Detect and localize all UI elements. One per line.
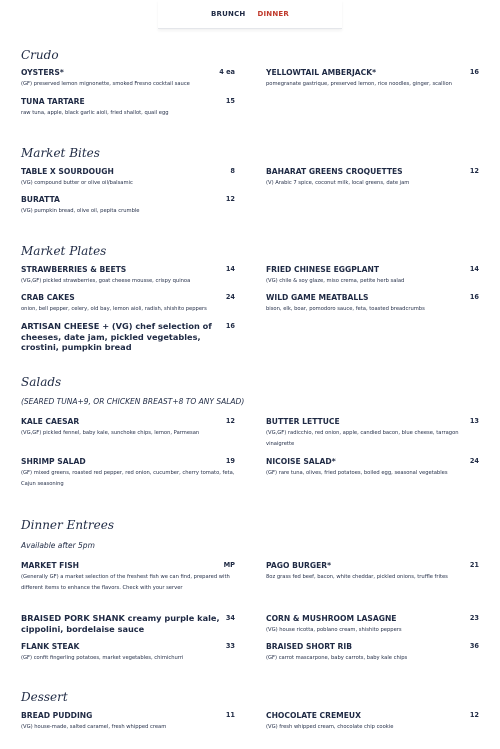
menu-item-market-fish: [21, 560, 235, 593]
menu-item-corn-mushroom-lasagne: [266, 613, 479, 636]
section-title-dessert: Dessert: [21, 690, 68, 704]
item-price: 24: [225, 293, 235, 301]
menu-item-butter-lettuce: [266, 416, 479, 449]
item-price: 24: [469, 457, 479, 465]
item-name: CORN & MUSHROOM LASAGNE: [266, 614, 397, 623]
item-price: MP: [223, 561, 235, 569]
item-price: 15: [225, 97, 235, 105]
menu-item-table-sourdough: [21, 166, 235, 189]
item-name: ARTISAN CHEESE + (VG) chef selection of cheeses, date jam, pickled vegetables, crostini, pumpkin bread: [21, 321, 212, 352]
section-title-crudo: Crudo: [21, 48, 59, 62]
menu-item-kale-caesar: [21, 416, 235, 439]
item-price: 34: [225, 614, 235, 622]
item-desc: (VG,GF) radicchio, red onion, apple, candied bacon, blue cheese, tarragon vinaigrette: [266, 430, 459, 447]
item-price: 36: [469, 642, 479, 650]
item-name: SHRIMP SALAD: [21, 457, 86, 466]
item-desc: 8oz grass fed beef, bacon, white cheddar, pickled onions, truffle frites: [266, 574, 448, 580]
item-name: BRAISED SHORT RIB: [266, 642, 353, 651]
item-name: BURATTA: [21, 195, 60, 204]
tab-dinner[interactable]: DINNER: [257, 10, 289, 18]
item-name: OYSTERS*: [21, 68, 64, 77]
menu-item-artisan-cheese: [21, 321, 235, 353]
item-desc: (VG) pumpkin bread, olive oil, pepita crumble: [21, 208, 140, 214]
item-desc: (GF) preserved lemon mignonette, smoked Fresno cocktail sauce: [21, 81, 190, 87]
item-desc: (Generally GF) a market selection of the freshest fish we can find, prepared with different items to enhance the flavors. Check with your server: [21, 574, 230, 591]
menu-item-chocolate-cremeux: [266, 710, 479, 733]
item-name: BAHARAT GREENS CROQUETTES: [266, 167, 403, 176]
menu-item-bread-pudding: [21, 710, 235, 733]
item-desc: pomegranate gastrique, preserved lemon, rice noodles, ginger, scallion: [266, 81, 452, 87]
menu-item-crab-cakes: [21, 292, 235, 315]
menu-item-tuna-tartare: [21, 96, 235, 119]
item-desc: (VG) compound butter or olive oil/balsamic: [21, 180, 133, 186]
item-name: BUTTER LETTUCE: [266, 417, 340, 426]
menu-item-nicoise-salad: [266, 456, 479, 479]
section-title-dinner-entrees: Dinner Entrees: [21, 518, 114, 532]
item-name: PAGO BURGER*: [266, 561, 332, 570]
item-desc: (GF) carrot mascarpone, baby carrots, baby kale chips: [266, 655, 408, 661]
item-desc: raw tuna, apple, black garlic aioli, fried shallot, quail egg: [21, 110, 169, 116]
menu-item-pago-burger: [266, 560, 479, 583]
item-name: BREAD PUDDING: [21, 711, 93, 720]
item-price: 16: [225, 322, 235, 330]
item-name: FLANK STEAK: [21, 642, 80, 651]
menu-tabs: [158, 0, 342, 29]
item-desc: onion, bell pepper, celery, old bay, lemon aioli, radish, shishito peppers: [21, 306, 207, 312]
item-price: 12: [225, 195, 235, 203]
item-price: 8: [230, 167, 235, 175]
item-price: 23: [469, 614, 479, 622]
item-desc: (VG,GF) pickled fennel, baby kale, sunchoke chips, lemon, Parmesan: [21, 430, 200, 436]
menu-item-fried-eggplant: [266, 264, 479, 287]
item-price: 11: [225, 711, 235, 719]
entrees-note: Available after 5pm: [21, 541, 95, 550]
item-price: 16: [469, 293, 479, 301]
menu-item-shrimp-salad: [21, 456, 235, 489]
section-title-market-bites: Market Bites: [21, 146, 100, 160]
item-desc: (VG,GF) pickled strawberries, goat cheese mousse, crispy quinoa: [21, 278, 191, 284]
item-name: CHOCOLATE CREMEUX: [266, 711, 361, 720]
item-name: TABLE X SOURDOUGH: [21, 167, 114, 176]
section-title-salads: Salads: [21, 375, 62, 389]
item-price: 12: [469, 711, 479, 719]
item-price: 14: [469, 265, 479, 273]
item-desc: (GF) rare tuna, olives, fried potatoes, boiled egg, seasonal vegetables: [266, 470, 448, 476]
item-name: TUNA TARTARE: [21, 97, 85, 106]
menu-item-baharat-croquettes: [266, 166, 479, 189]
item-name: STRAWBERRIES & BEETS: [21, 265, 127, 274]
item-name: FRIED CHINESE EGGPLANT: [266, 265, 380, 274]
item-price: 14: [225, 265, 235, 273]
item-price: 13: [469, 417, 479, 425]
item-name: YELLOWTAIL AMBERJACK*: [266, 68, 377, 77]
tab-brunch[interactable]: BRUNCH: [211, 10, 246, 18]
item-desc: (V) Arabic 7 spice, coconut milk, local greens, date jam: [266, 180, 410, 186]
item-desc: (VG) fresh whipped cream, chocolate chip cookie: [266, 724, 394, 730]
item-desc: (VG) house ricotta, poblano cream, shishito peppers: [266, 627, 402, 633]
item-name: NICOISE SALAD*: [266, 457, 336, 466]
item-name: BRAISED PORK SHANK creamy purple kale, cippolini, bordelaise sauce: [21, 613, 220, 634]
item-price: 16: [469, 68, 479, 76]
section-title-market-plates: Market Plates: [21, 244, 107, 258]
salads-note: (SEARED TUNA+9, OR CHICKEN BREAST+8 TO ANY SALAD): [21, 397, 245, 406]
item-price: 21: [469, 561, 479, 569]
item-name: WILD GAME MEATBALLS: [266, 293, 369, 302]
item-price: 33: [225, 642, 235, 650]
item-name: KALE CAESAR: [21, 417, 80, 426]
menu-item-wild-game-meatballs: [266, 292, 479, 315]
item-desc: bison, elk, boar, pomodoro sauce, feta, toasted breadcrumbs: [266, 306, 425, 312]
menu-item-braised-short-rib: [266, 641, 479, 664]
item-desc: (VG) chile & soy glaze, miso crema, petite herb salad: [266, 278, 405, 284]
item-name: MARKET FISH: [21, 561, 80, 570]
menu-item-flank-steak: [21, 641, 235, 664]
menu-item-strawberries-beets: [21, 264, 235, 287]
item-price: 12: [469, 167, 479, 175]
menu-item-oysters: [21, 67, 235, 90]
menu-item-braised-pork-shank: [21, 613, 235, 634]
menu-item-yellowtail: [266, 67, 479, 90]
item-price: 12: [225, 417, 235, 425]
menu-item-buratta: [21, 194, 235, 217]
item-desc: (VG) house-made, salted caramel, fresh whipped cream: [21, 724, 167, 730]
item-price: 4 ea: [219, 68, 235, 76]
item-desc: (GF) confit fingerling potatoes, market vegetables, chimichurri: [21, 655, 184, 661]
item-desc: (GF) mixed greens, roasted red pepper, red onion, cucumber, cherry tomato, feta, Cajun seasoning: [21, 470, 235, 487]
item-price: 19: [225, 457, 235, 465]
item-name: CRAB CAKES: [21, 293, 75, 302]
